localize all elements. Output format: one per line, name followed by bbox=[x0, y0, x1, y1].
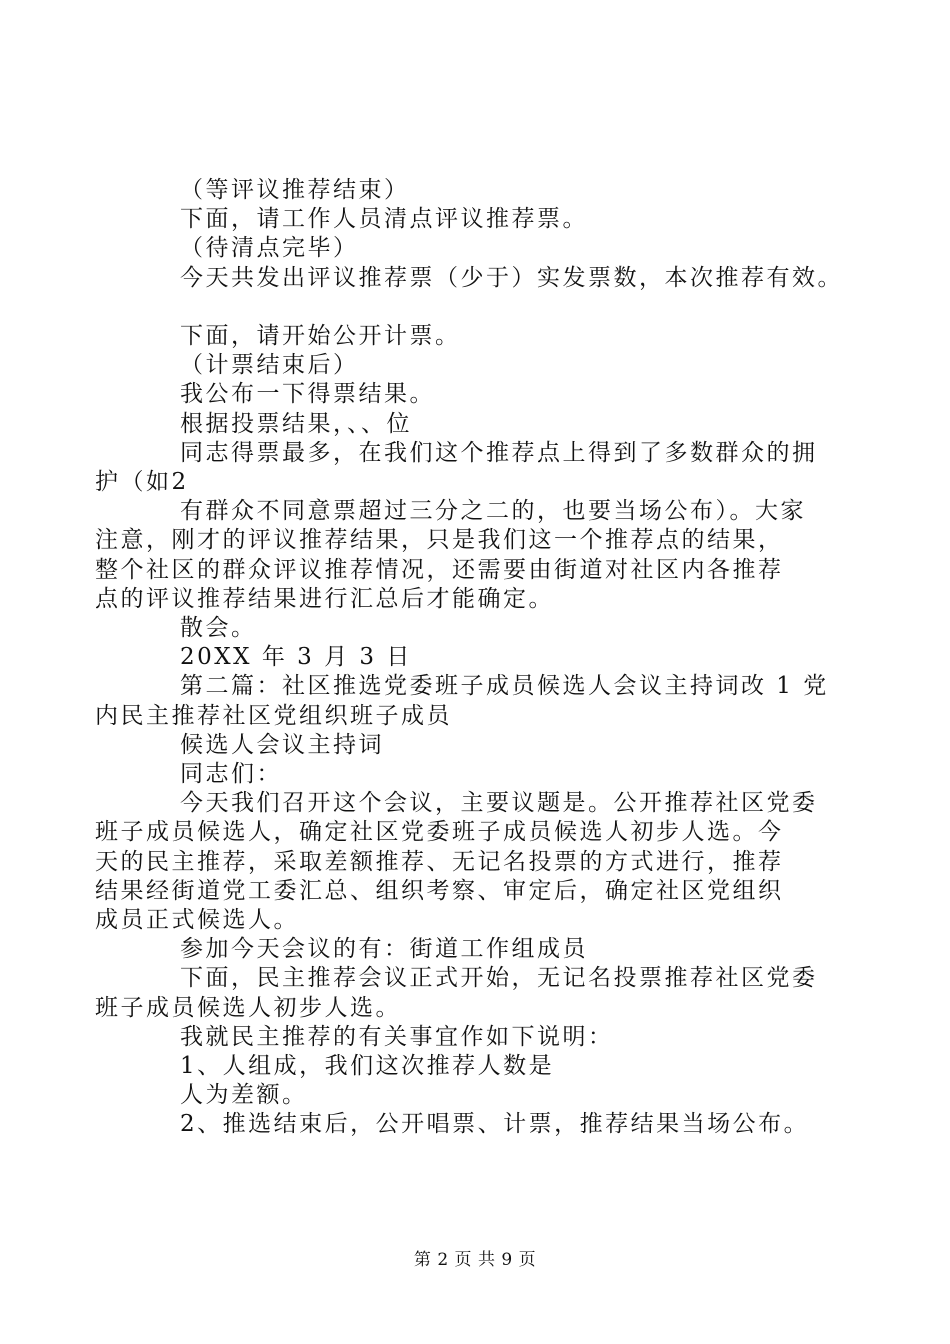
text-line: 护（如2 bbox=[95, 469, 189, 496]
text-line: 整个社区的群众评议推荐情况，还需要由街道对社区内各推荐 bbox=[95, 556, 784, 583]
date-line: 20XX 年 3 月 3 日 bbox=[180, 644, 412, 671]
text-line: 我公布一下得票结果。 bbox=[180, 381, 435, 408]
text-line: 候选人会议主持词 bbox=[180, 731, 384, 758]
text-line: （待清点完毕） bbox=[180, 235, 359, 262]
page-indicator: 第 2 页 共 9 页 bbox=[413, 1250, 537, 1270]
text-line: 班子成员候选人，确定社区党委班子成员候选人初步人选。今 bbox=[95, 819, 784, 846]
text-line: 我就民主推荐的有关事宜作如下说明： bbox=[180, 1023, 614, 1050]
section-heading-continued: 内民主推荐社区党组织班子成员 bbox=[95, 702, 452, 729]
text-line: 点的评议推荐结果进行汇总后才能确定。 bbox=[95, 585, 554, 612]
document-body bbox=[95, 176, 860, 1140]
blank-line bbox=[180, 293, 860, 322]
text-line: 参加今天会议的有：街道工作组成员 bbox=[180, 936, 588, 963]
text-line: 下面，请开始公开计票。 bbox=[180, 323, 461, 349]
section-heading: 第二篇：社区推选党委班子成员候选人会议主持词改 1 党 bbox=[180, 673, 829, 700]
text-line: 根据投票结果，、、位 bbox=[180, 410, 412, 437]
list-item: 1、人组成，我们这次推荐人数是 bbox=[180, 1053, 555, 1080]
salutation: 同志们： bbox=[180, 761, 282, 788]
text-line: 人为差额。 bbox=[180, 1082, 308, 1109]
text-line: 下面，请工作人员清点评议推荐票。 bbox=[180, 206, 588, 233]
text-line: 今天我们召开这个会议，主要议题是。公开推荐社区党委 bbox=[180, 790, 818, 817]
text-line: 结果经街道党工委汇总、组织考察、审定后，确定社区党组织 bbox=[95, 877, 784, 904]
text-line: 有群众不同意票超过三分之二的，也要当场公布）。大家 bbox=[180, 498, 806, 525]
text-line: （等评议推荐结束） bbox=[180, 177, 410, 203]
text-line: 散会。 bbox=[180, 615, 257, 642]
list-item: 2、推选结束后，公开唱票、计票，推荐结果当场公布。 bbox=[180, 1111, 810, 1138]
text-line: 注意，刚才的评议推荐结果，只是我们这一个推荐点的结果， bbox=[95, 527, 784, 554]
text-line: 天的民主推荐，采取差额推荐、无记名投票的方式进行，推荐 bbox=[95, 848, 784, 875]
text-line: 下面，民主推荐会议正式开始，无记名投票推荐社区党委 bbox=[180, 965, 818, 992]
text-line: 同志得票最多，在我们这个推荐点上得到了多数群众的拥 bbox=[180, 439, 818, 466]
text-line: 班子成员候选人初步人选。 bbox=[95, 994, 401, 1021]
text-line: 今天共发出评议推荐票（少于）实发票数，本次推荐有效。 bbox=[180, 264, 843, 291]
text-line: 成员正式候选人。 bbox=[95, 907, 299, 934]
text-line: （计票结束后） bbox=[180, 352, 359, 379]
